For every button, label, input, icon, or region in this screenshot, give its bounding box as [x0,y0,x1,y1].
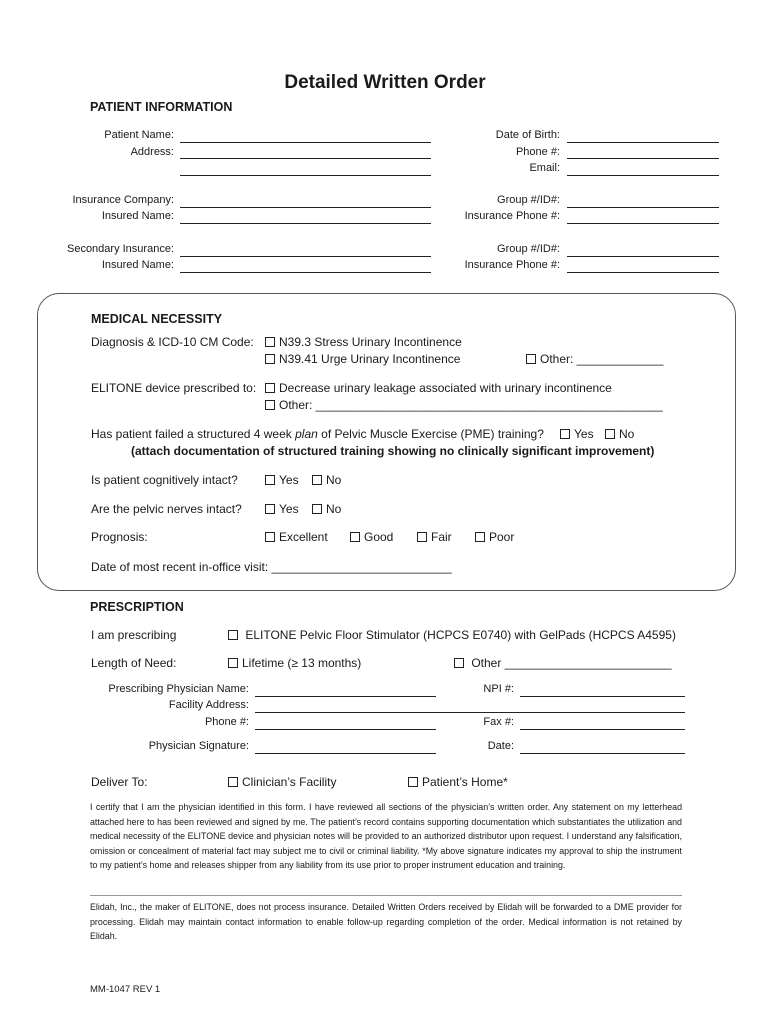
checkbox-icon[interactable] [350,532,360,542]
device-other-option[interactable]: Other: ____________________________________________________ [265,398,663,412]
checkbox-icon[interactable] [265,354,275,364]
pme-no-option[interactable]: No [605,427,634,441]
checkbox-icon[interactable] [265,475,275,485]
dx-urge-option[interactable]: N39.41 Urge Urinary Incontinence [265,352,460,366]
secondary-insured-name-field[interactable] [180,272,431,273]
patient-info-heading: PATIENT INFORMATION [90,100,233,114]
checkbox-icon[interactable] [312,475,322,485]
phone-label: Phone #: [515,146,560,158]
secondary-insurance-phone-field[interactable] [567,272,719,273]
secondary-insurance-label: Secondary Insurance: [66,243,174,255]
prescription-heading: PRESCRIPTION [90,600,184,614]
form-code: MM-1047 REV 1 [90,984,161,995]
group-id-label: Group #/ID#: [497,194,560,206]
device-label: ELITONE device prescribed to: [91,381,257,395]
cognitive-yes-option[interactable]: Yes [265,473,299,487]
cognitive-question: Is patient cognitively intact? [91,473,238,487]
insurance-company-label: Insurance Company: [72,194,174,206]
secondary-group-id-label: Group #/ID#: [497,243,560,255]
physician-name-label: Prescribing Physician Name: [108,683,249,695]
physician-signature-field[interactable] [255,753,436,754]
checkbox-icon[interactable] [560,429,570,439]
phone-field[interactable] [567,158,719,159]
date-label: Date: [487,740,514,752]
prognosis-excellent-option[interactable]: Excellent [265,530,328,544]
page-title: Detailed Written Order [284,72,486,93]
deliver-to-label: Deliver To: [91,775,148,789]
facility-address-label: Facility Address: [168,699,249,711]
checkbox-icon[interactable] [408,777,418,787]
prognosis-fair-option[interactable]: Fair [417,530,452,544]
pelvic-yes-option[interactable]: Yes [265,502,299,516]
secondary-insurance-field[interactable] [180,256,431,257]
certification-text: I certify that I am the physician identified in this form. I have reviewed all sections of the physician’s written order. Any statement on my letterhead attached here to has been reviewed and signed by me. The patient’s record contains supporting documentation which substantiates the utilization and medical necessity of the ELITONE device and physician notes will be provided to an authorized distributor upon request. I understand any falsification, omission or concealment of material fact may subject me to civil or criminal liability. *My above signature indicates my approval to ship the instrument to my patient’s home and releases shipper from any liability from its use prior to proper instrument education and training. [90,802,682,870]
prognosis-label: Prognosis: [91,530,148,544]
length-of-need-label: Length of Need: [91,656,177,670]
deliver-clinician-option[interactable]: Clinician’s Facility [228,775,336,789]
pelvic-nerves-question: Are the pelvic nerves intact? [91,502,242,516]
cognitive-no-option[interactable]: No [312,473,341,487]
checkbox-icon[interactable] [265,532,275,542]
fax-label: Fax #: [483,716,514,728]
insured-name-label: Insured Name: [101,210,174,222]
dx-other-option[interactable]: Other: _____________ [526,352,663,366]
checkbox-icon[interactable] [605,429,615,439]
checkbox-icon[interactable] [312,504,322,514]
checkbox-icon[interactable] [265,383,275,393]
physician-phone-label: Phone #: [204,716,249,728]
prognosis-poor-option[interactable]: Poor [475,530,514,544]
checkbox-icon[interactable] [228,658,238,668]
pme-yes-option[interactable]: Yes [560,427,594,441]
medical-necessity-heading: MEDICAL NECESSITY [91,312,223,326]
checkbox-icon[interactable] [417,532,427,542]
device-leakage-option[interactable]: Decrease urinary leakage associated with urinary incontinence [265,381,612,395]
checkbox-icon[interactable] [228,630,238,640]
secondary-insurance-phone-label: Insurance Phone #: [464,259,560,271]
checkbox-icon[interactable] [228,777,238,787]
prognosis-good-option[interactable]: Good [350,530,393,544]
patient-name-field[interactable] [180,142,431,143]
address-field[interactable] [180,158,431,159]
patient-name-label: Patient Name: [104,129,174,141]
checkbox-icon[interactable] [454,658,464,668]
facility-address-field[interactable] [255,712,685,713]
insurance-phone-label: Insurance Phone #: [464,210,560,222]
checkbox-icon[interactable] [526,354,536,364]
pme-note: (attach documentation of structured training showing no clinically significant improvement) [131,444,655,458]
insured-name-field[interactable] [180,223,431,224]
insurance-phone-field[interactable] [567,223,719,224]
divider [90,895,682,896]
email-label: Email: [529,162,560,174]
need-other-option[interactable]: Other _________________________ [454,656,672,670]
email-field[interactable] [567,175,719,176]
disclaimer-text: Elidah, Inc., the maker of ELITONE, does not process insurance. Detailed Written Orders received by Elidah will be forwarded to a DME provider for processing. Elidah may maintain contact information to enable follow-up regarding completion of the order. Medical information is not retained by Elidah. [90,902,682,941]
dob-field[interactable] [567,142,719,143]
checkbox-icon[interactable] [265,337,275,347]
group-id-field[interactable] [567,207,719,208]
pelvic-no-option[interactable]: No [312,502,341,516]
npi-field[interactable] [520,696,685,697]
prescribing-elitone-option[interactable]: ELITONE Pelvic Floor Stimulator (HCPCS E0740) with GelPads (HCPCS A4595) [228,628,676,642]
secondary-insured-name-label: Insured Name: [101,259,174,271]
fax-field[interactable] [520,729,685,730]
physician-signature-label: Physician Signature: [148,740,249,752]
npi-label: NPI #: [483,683,514,695]
physician-name-field[interactable] [255,696,436,697]
physician-phone-field[interactable] [255,729,436,730]
need-lifetime-option[interactable]: Lifetime (≥ 13 months) [228,656,361,670]
diagnosis-label: Diagnosis & ICD-10 CM Code: [91,335,254,349]
insurance-company-field[interactable] [180,207,431,208]
date-field[interactable] [520,753,685,754]
pme-question: Has patient failed a structured 4 week plan of Pelvic Muscle Exercise (PME) training? [91,427,544,441]
deliver-patient-option[interactable]: Patient’s Home* [408,775,508,789]
dob-label: Date of Birth: [495,129,560,141]
secondary-group-id-field[interactable] [567,256,719,257]
checkbox-icon[interactable] [475,532,485,542]
last-visit-field[interactable]: Date of most recent in-office visit: ___________________________ [91,560,452,574]
dx-stress-option[interactable]: N39.3 Stress Urinary Incontinence [265,335,462,349]
checkbox-icon[interactable] [265,400,275,410]
address-label: Address: [130,146,174,158]
address-field-line2[interactable] [180,175,431,176]
prescribing-label: I am prescribing [91,628,177,642]
checkbox-icon[interactable] [265,504,275,514]
